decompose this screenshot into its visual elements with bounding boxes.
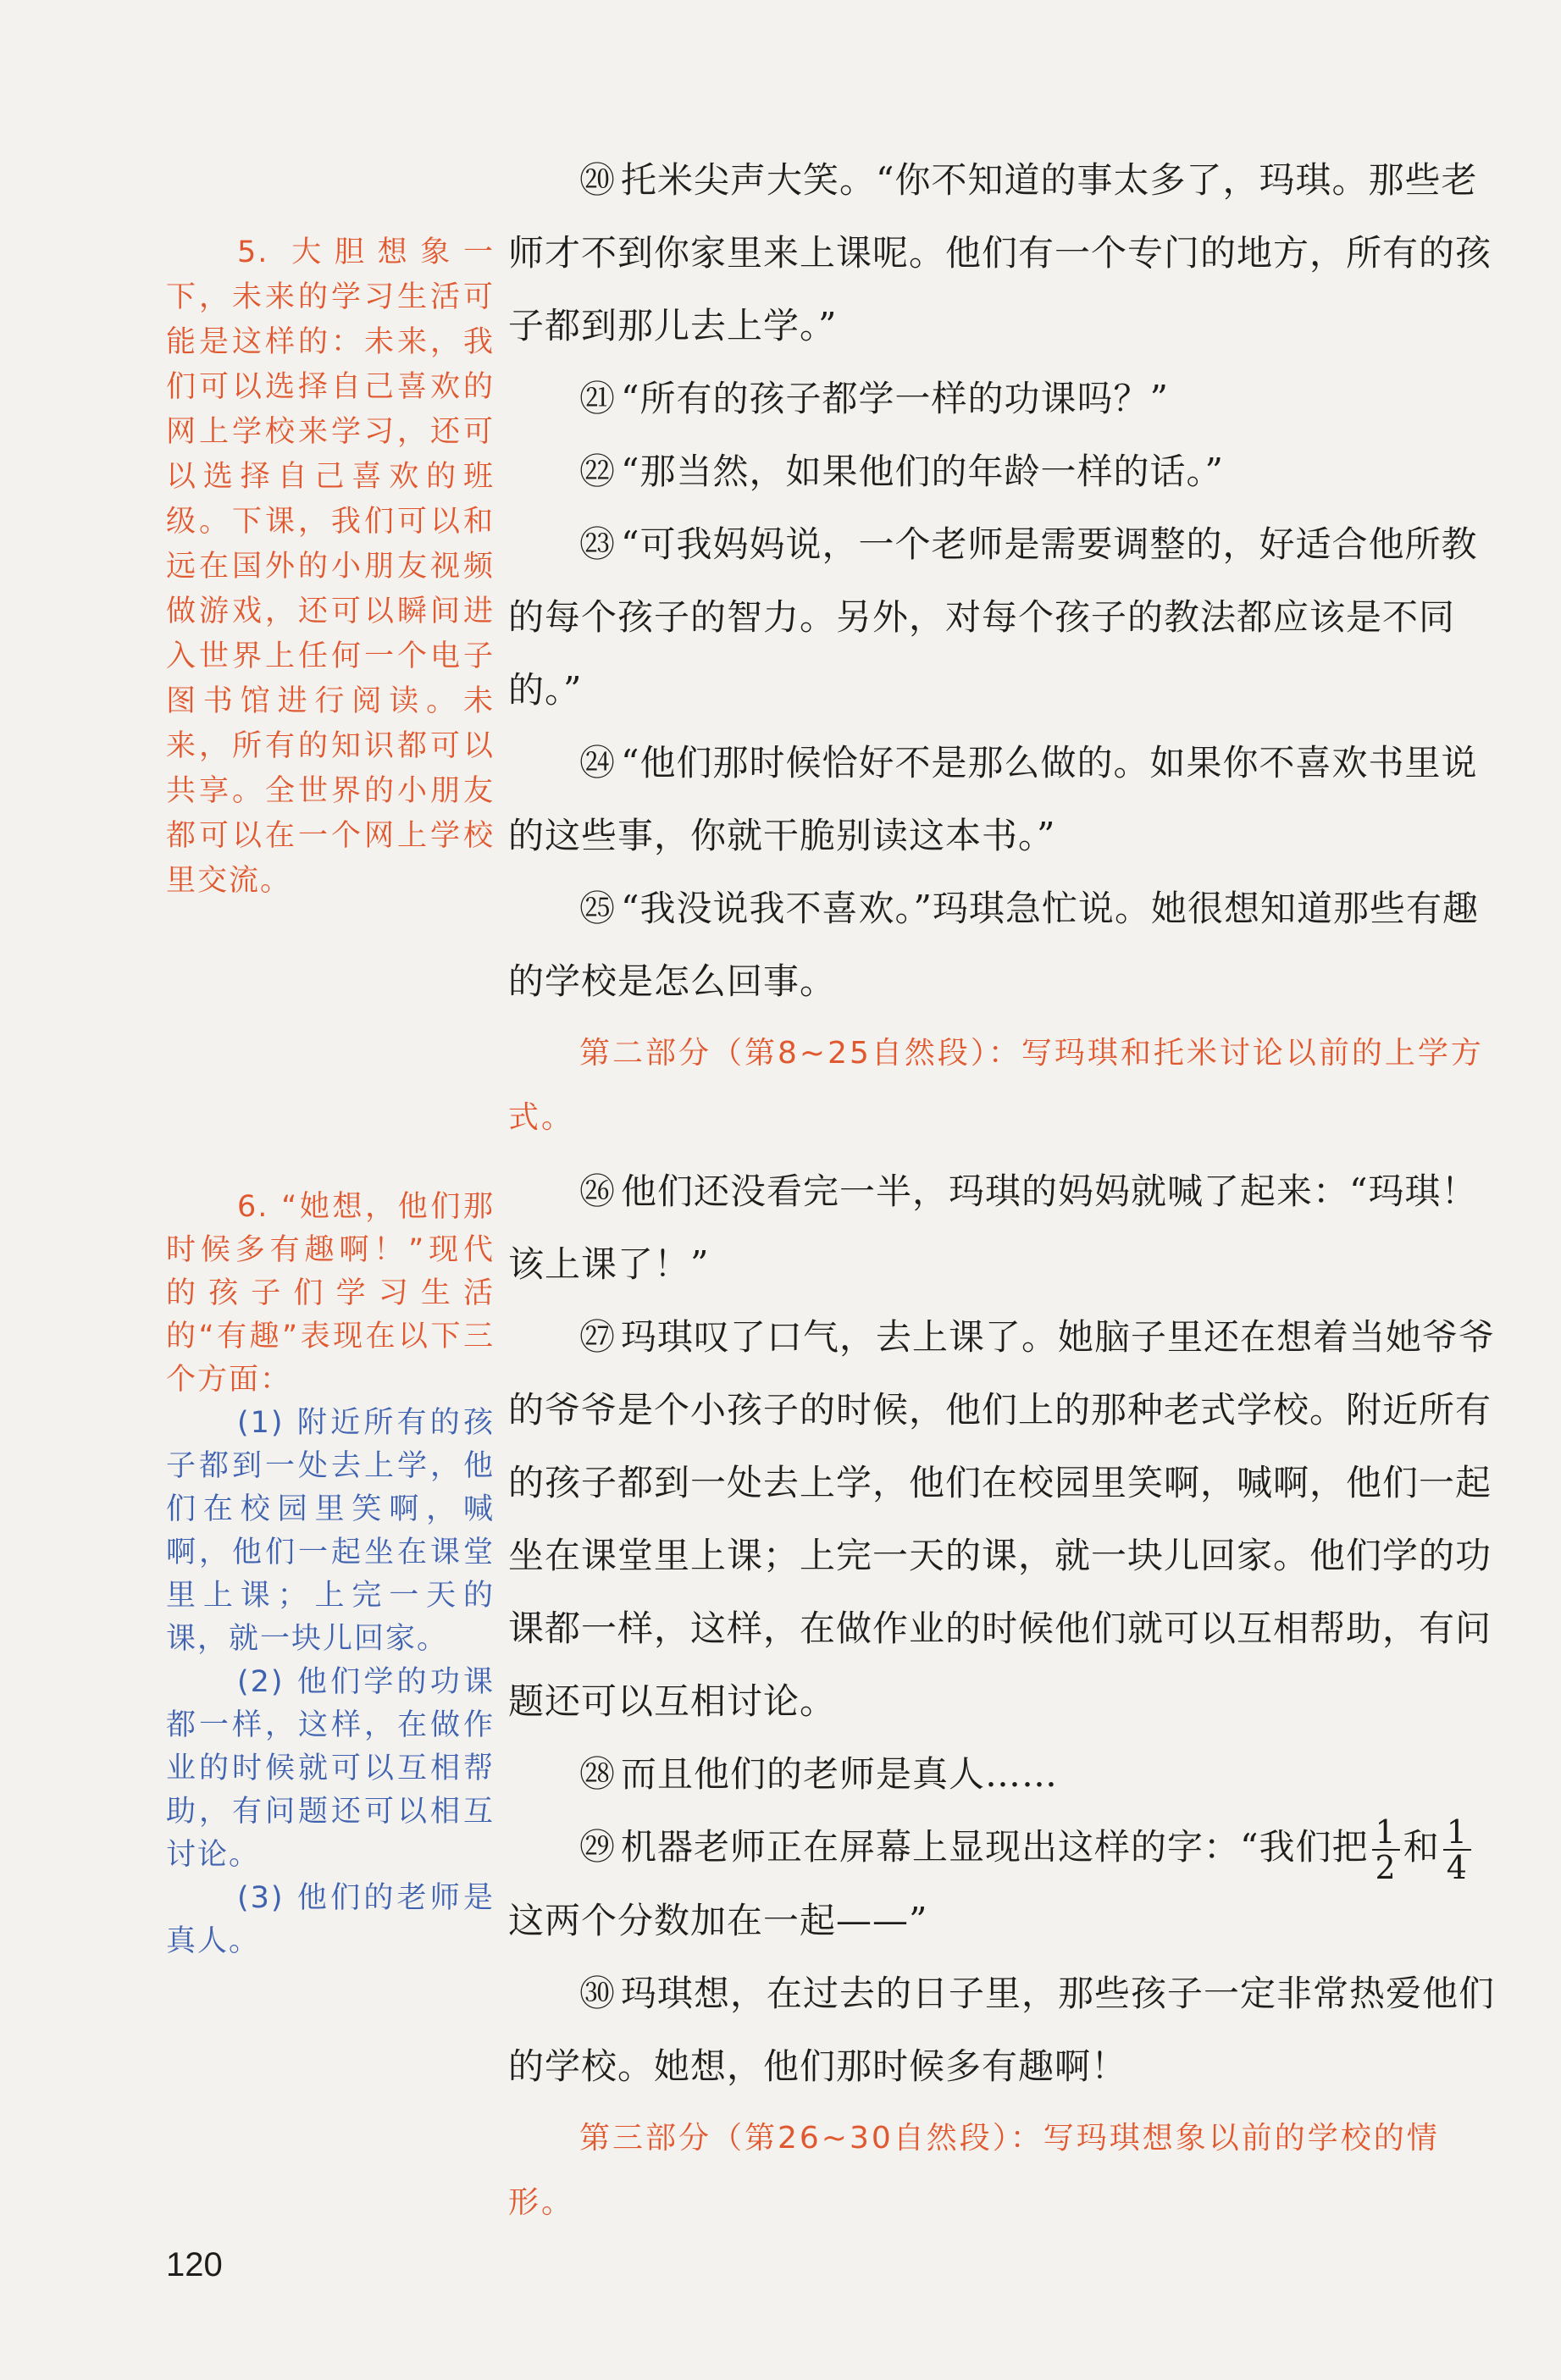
margin-note-5-text: 5. 大胆想象一下，未来的学习生活可能是这样的：未来，我们可以选择自己喜欢的网上学校来学习，还可以选择自己喜欢的班级。下课，我们可以和远在国外的小朋友视频做游戏，还可以瞬间进入世界上任何一个电子图书馆进行阅读。未来，所有的知识都可以共享。全世界的小朋友都可以在一个网上学校里交流。 xyxy=(166,235,495,898)
page-number: 120 xyxy=(166,2246,223,2283)
paragraph-text: “我没说我不喜欢。”玛琪急忙说。她很想知道那些有趣的学校是怎么回事。 xyxy=(508,888,1479,1002)
paragraph-number: ㉘ xyxy=(579,1753,617,1795)
paragraph-text: 托米尖声大笑。“你不知道的事太多了，玛琪。那些老师才不到你家里来上课呢。他们有一个专门的地方，所有的孩子都到那儿去上学。” xyxy=(508,159,1492,346)
paragraph-number: ㉑ xyxy=(579,378,617,419)
fraction-denominator: 2 xyxy=(1372,1849,1400,1885)
fraction-one-quarter xyxy=(1443,1815,1471,1885)
margin-note-6-intro: 6. “她想，他们那时候多有趣啊！”现代的孩子们学习生活的“有趣”表现在以下三个方面： xyxy=(166,1190,495,1397)
paragraph-22 xyxy=(508,435,1501,508)
paragraph-number: ㉗ xyxy=(579,1316,617,1358)
margin-note-5 xyxy=(166,230,495,904)
paragraph-29 xyxy=(508,1811,1501,1957)
fraction-numerator: 1 xyxy=(1446,1813,1468,1851)
section-summary-3: 第三部分（第26~30自然段）：写玛琪想象以前的学校的情形。 xyxy=(508,2121,1440,2220)
paragraph-25 xyxy=(508,872,1501,1018)
margin-note-6-item: (3) 他们的老师是真人。 xyxy=(166,1881,495,1958)
margin-note-6 xyxy=(166,1186,495,1963)
paragraph-text: 玛琪叹了口气，去上课了。她脑子里还在想着当她爷爷的爷爷是个小孩子的时候，他们上的那种老式学校。附近所有的孩子都到一处去上学，他们在校园里笑啊，喊啊，他们一起坐在课堂里上课；上完一天的课，就一块儿回家。他们学的功课都一样，这样，在做作业的时候他们就可以互相帮助，有问题还可以互相讨论。 xyxy=(508,1316,1496,1722)
fraction-numerator: 1 xyxy=(1375,1813,1397,1851)
paragraph-21 xyxy=(508,363,1501,435)
paragraph-text: “那当然，如果他们的年龄一样的话。” xyxy=(621,451,1224,492)
paragraph-number: ㉒ xyxy=(579,451,617,492)
paragraph-text: “所有的孩子都学一样的功课吗？” xyxy=(621,378,1169,419)
paragraph-number: ㉔ xyxy=(579,742,617,783)
paragraph-text: 机器老师正在屏幕上显现出这样的字：“我们把 xyxy=(621,1826,1369,1868)
paragraph-number: ㉕ xyxy=(579,888,617,929)
paragraph-text: “可我妈妈说，一个老师是需要调整的，好适合他所教的每个孩子的智力。另外，对每个孩子的教法都应该是不同的。” xyxy=(508,523,1478,711)
paragraph-number: ㉓ xyxy=(579,523,617,565)
margin-note-6-item: (2) 他们学的功课都一样，这样，在做作业的时候就可以互相帮助，有问题还可以相互讨论。 xyxy=(166,1665,495,1872)
paragraph-number: ⑳ xyxy=(579,159,617,201)
fraction-denominator: 4 xyxy=(1443,1849,1471,1885)
paragraph-text: 这两个分数加在一起——” xyxy=(508,1900,928,1941)
paragraph-27 xyxy=(508,1301,1501,1738)
paragraph-20 xyxy=(508,144,1501,363)
paragraph-text: 和 xyxy=(1403,1826,1440,1868)
paragraph-28 xyxy=(508,1738,1501,1811)
paragraph-30 xyxy=(508,1957,1501,2103)
paragraph-26 xyxy=(508,1155,1501,1301)
section-summary-2: 第二部分（第8~25自然段）：写玛琪和托米讨论以前的上学方式。 xyxy=(508,1036,1484,1135)
paragraph-number: ㉖ xyxy=(579,1171,617,1212)
fraction-one-half xyxy=(1372,1815,1400,1885)
paragraph-23 xyxy=(508,508,1501,727)
paragraph-number: ㉚ xyxy=(579,1973,617,2014)
paragraph-text: 而且他们的老师是真人…… xyxy=(621,1753,1059,1795)
main-text-column xyxy=(508,144,1501,2240)
paragraph-text: 他们还没看完一半，玛琪的妈妈就喊了起来：“玛琪！该上课了！” xyxy=(508,1171,1478,1285)
paragraph-number: ㉙ xyxy=(579,1826,617,1868)
paragraph-24 xyxy=(508,727,1501,872)
margin-note-6-item: (1) 附近所有的孩子都到一处去上学，他们在校园里笑啊，喊啊，他们一起坐在课堂里上课；上完一天的课，就一块儿回家。 xyxy=(166,1406,495,1656)
paragraph-text: “他们那时候恰好不是那么做的。如果你不喜欢书里说的这些事，你就干脆别读这本书。” xyxy=(508,742,1478,856)
paragraph-text: 玛琪想，在过去的日子里，那些孩子一定非常热爱他们的学校。她想，他们那时候多有趣啊！ xyxy=(508,1973,1496,2087)
